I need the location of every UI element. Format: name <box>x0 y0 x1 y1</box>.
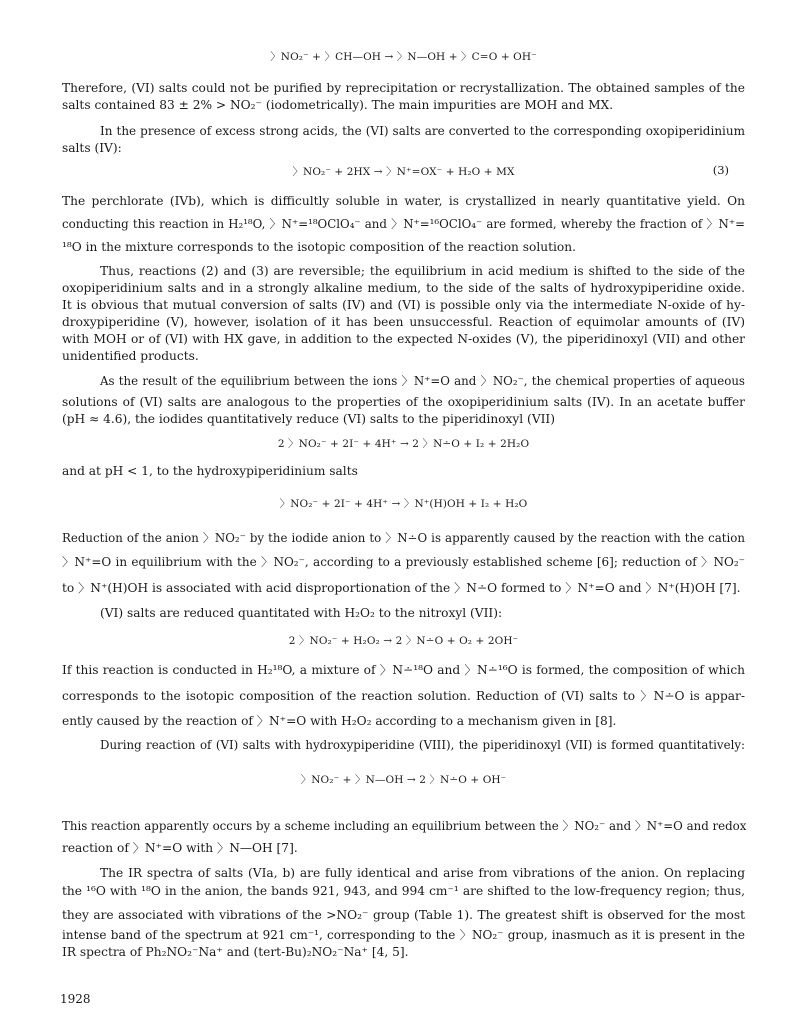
text-line-4: salts (IV): <box>62 141 122 155</box>
text-line-24: ently caused by the reaction of 〉N⁺=O with H₂O₂ according to a mechanism given in [8]. <box>62 714 617 728</box>
text-line-25: During reaction of (VI) salts with hydroxypiperidine (VIII), the piperidinoxyl (VII) is formed quantitatively: <box>100 738 745 752</box>
equation-number-3: (3) <box>712 163 729 177</box>
text-line-32: IR spectra of Ph₂NO₂⁻Na⁺ and (tert-Bu)₂NO₂⁻Na⁺ [4, 5]. <box>62 945 409 959</box>
equation-4: 〉NO₂⁻ + 2I⁻ + 4H⁺ → 〉N⁺(H)OH + I₂ + H₂O <box>279 498 528 510</box>
text-line-31: intense band of the spectrum at 921 cm⁻¹, corresponding to the 〉NO₂⁻ group, inasmuch as it is present in the <box>62 928 745 942</box>
text-line-14: As the result of the equilibrium between the ions 〉N⁺=O and 〉NO₂⁻, the chemical properties of aqueous <box>100 374 745 388</box>
text-line-1: Therefore, (VI) salts could not be purified by reprecipitation or recrystallization. The obtained samples of the <box>62 81 745 95</box>
equation-6: 〉NO₂⁻ + 〉N—OH → 2 〉N∸O + OH⁻ <box>300 774 507 786</box>
text-line-26: This reaction apparently occurs by a scheme including an equilibrium between the 〉NO₂⁻ and 〉N⁺=O and redox <box>62 819 747 833</box>
equation-1: 〉NO₂⁻ + 〉CH—OH → 〉N—OH + 〉C=O + OH⁻ <box>270 51 537 63</box>
equation-3: 2 〉NO₂⁻ + 2I⁻ + 4H⁺ → 2 〉N∸O + I₂ + 2H₂O <box>277 438 530 450</box>
equation-5: 2 〉NO₂⁻ + H₂O₂ → 2 〉N∸O + O₂ + 2OH⁻ <box>288 635 519 647</box>
text-line-21: (VI) salts are reduced quantitated with H₂O₂ to the nitroxyl (VII): <box>100 606 503 620</box>
text-line-17: and at pH < 1, to the hydroxypiperidinium salts <box>62 464 358 478</box>
text-line-5: The perchlorate (IVb), which is difficultly soluble in water, is crystallized in nearly quantitative yield. On <box>62 194 745 208</box>
text-line-9: oxopiperidinium salts and in a strongly alkaline medium, to the side of the salts of hydroxypiperidine oxide. <box>62 281 745 295</box>
text-line-30: they are associated with vibrations of the >NO₂⁻ group (Table 1). The greatest shift is observed for the most <box>62 908 745 922</box>
text-line-10: It is obvious that mutual conversion of salts (IV) and (VI) is possible only via the intermediate N-oxide of hy- <box>62 298 745 312</box>
text-line-23: corresponds to the isotopic composition of the reaction solution. Reduction of (VI) salts to 〉N∸O is appar- <box>62 689 745 703</box>
text-line-2: salts contained 83 ± 2% > NO₂⁻ (iodometrically). The main impurities are MOH and MX. <box>62 98 614 112</box>
text-line-16: (pH ≈ 4.6), the iodides quantitatively reduce (VI) salts to the piperidinoxyl (VII) <box>62 412 555 426</box>
text-line-8: Thus, reactions (2) and (3) are reversible; the equilibrium in acid medium is shifted to the side of the <box>100 264 745 278</box>
text-line-18: Reduction of the anion 〉NO₂⁻ by the iodide anion to 〉N∸O is apparently caused by the reaction with the cation <box>62 531 745 545</box>
text-line-28: The IR spectra of salts (VIa, b) are fully identical and arise from vibrations of the anion. On replacing <box>100 866 745 880</box>
text-line-20: to 〉N⁺(H)OH is associated with acid disproportionation of the 〉N∸O formed to 〉N⁺=O and 〉N⁺(H)OH [7]. <box>62 581 741 595</box>
text-line-3: In the presence of excess strong acids, the (VI) salts are converted to the corresponding oxopiperidinium <box>100 124 745 138</box>
text-line-7: ¹⁸O in the mixture corresponds to the isotopic composition of the reaction solution. <box>62 240 576 254</box>
text-line-22: If this reaction is conducted in H₂¹⁸O, a mixture of 〉N∸¹⁸O and 〉N∸¹⁶O is formed, the composition of which <box>62 663 745 677</box>
text-line-11: droxypiperidine (V), however, isolation of it has been unsuccessful. Reaction of equimolar amounts of (IV) <box>62 315 745 329</box>
equation-2: 〉NO₂⁻ + 2HX → 〉N⁺=OX⁻ + H₂O + MX <box>292 166 515 178</box>
page-number: 1928 <box>60 992 91 1006</box>
text-line-19: 〉N⁺=O in equilibrium with the 〉NO₂⁻, according to a previously established scheme [6]; reduction of 〉NO₂⁻ <box>62 555 745 569</box>
text-line-27: reaction of 〉N⁺=O with 〉N—OH [7]. <box>62 841 298 855</box>
text-line-29: the ¹⁶O with ¹⁸O in the anion, the bands 921, 943, and 994 cm⁻¹ are shifted to the low-frequency region; thus, <box>62 884 745 898</box>
text-line-15: solutions of (VI) salts are analogous to the properties of the oxopiperidinium salts (IV). In an acetate buffer <box>62 395 745 409</box>
text-line-6: conducting this reaction in H₂¹⁸O, 〉N⁺=¹⁸OClO₄⁻ and 〉N⁺=¹⁶OClO₄⁻ are formed, whereby the fraction of 〉N⁺= <box>62 217 745 231</box>
text-line-12: with MOH or of (VI) with HX gave, in addition to the expected N-oxides (V), the piperidinoxyl (VII) and other <box>62 332 745 346</box>
text-line-13: unidentified products. <box>62 349 199 363</box>
